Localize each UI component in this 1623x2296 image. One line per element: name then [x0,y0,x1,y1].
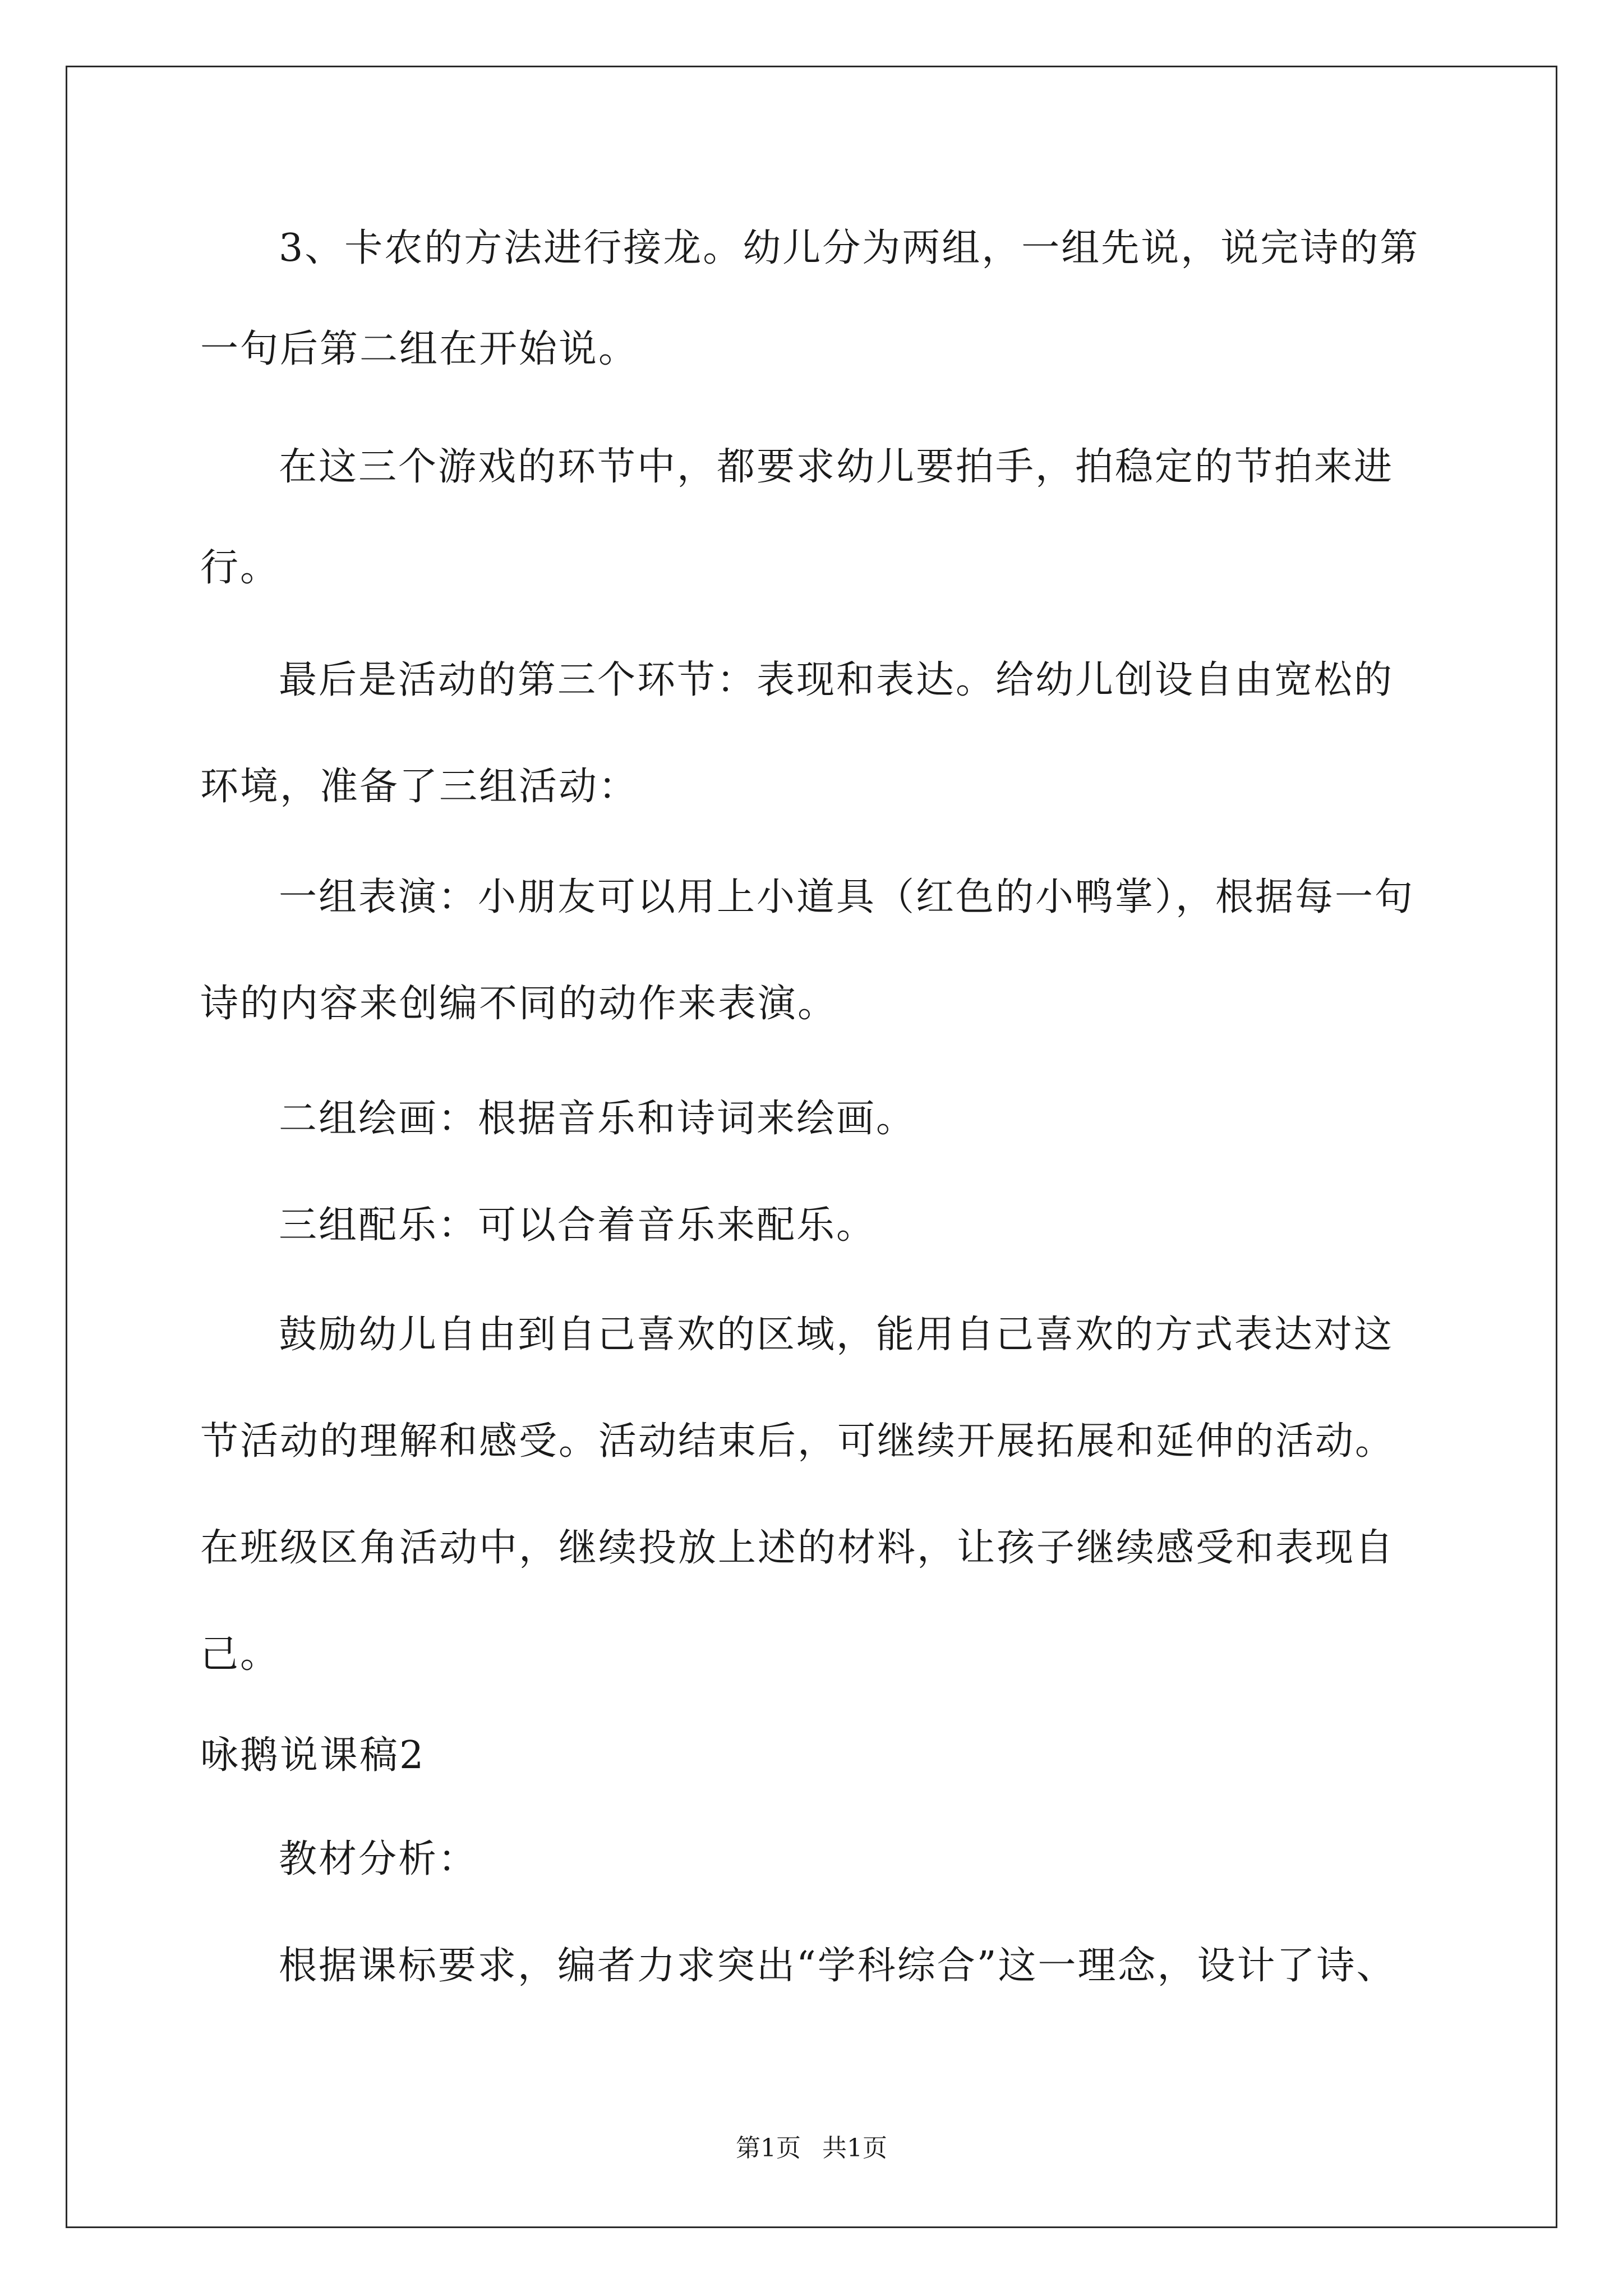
page-number: 第1页 [736,2134,801,2162]
paragraph-line: 在班级区角活动中，继续投放上述的材料，让孩子继续感受和表现自 [200,1526,1395,1570]
paragraph-line: 在这三个游戏的环节中，都要求幼儿要拍手，拍稳定的节拍来进 [279,445,1394,489]
paragraph-line: 3、卡农的方法进行接龙。幼儿分为两组，一组先说，说完诗的第 [279,226,1420,270]
paragraph-line: 行。 [200,546,280,590]
paragraph-line: 教材分析： [279,1837,478,1881]
paragraph-line: 三组配乐：可以合着音乐来配乐。 [279,1203,877,1248]
paragraph-line: 环境，准备了三组活动： [200,765,639,809]
paragraph-line: 一句后第二组在开始说。 [200,327,639,371]
paragraph-line: 己。 [200,1632,280,1677]
paragraph-line: 节活动的理解和感受。活动结束后，可继续开展拓展和延伸的活动。 [200,1419,1395,1464]
page-footer [0,2132,1623,2165]
paragraph-line: 诗的内容来创编不同的动作来表演。 [200,982,838,1026]
paragraph-line: 一组表演：小朋友可以用上小道具（红色的小鸭掌），根据每一句 [279,875,1415,919]
paragraph-line: 鼓励幼儿自由到自己喜欢的区域，能用自己喜欢的方式表达对这 [279,1313,1394,1357]
page-total: 共1页 [822,2134,887,2162]
section-heading: 咏鹅说课稿2 [200,1733,426,1778]
page-border [66,66,1557,2228]
paragraph-line: 二组绘画：根据音乐和诗词来绘画。 [279,1097,916,1141]
paragraph-line: 最后是活动的第三个环节：表现和表达。给幼儿创设自由宽松的 [279,658,1394,702]
paragraph-line: 根据课标要求，编者力求突出“学科综合”这一理念，设计了诗、 [279,1944,1396,1988]
